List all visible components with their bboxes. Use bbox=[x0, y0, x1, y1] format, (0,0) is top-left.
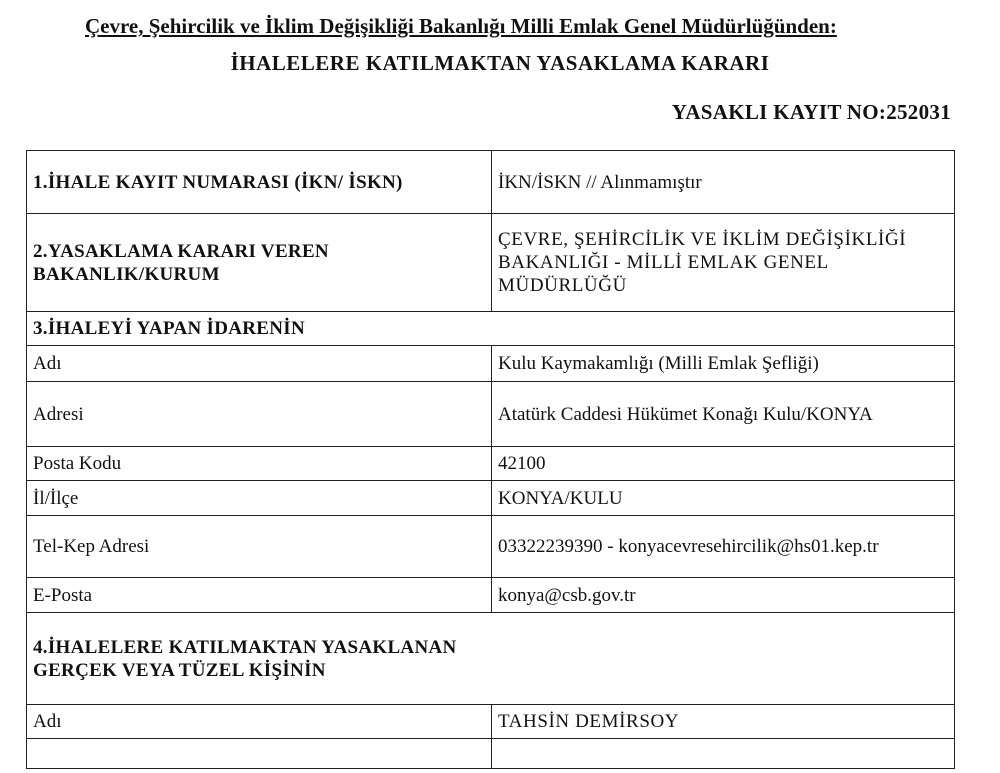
tendering-administration-title: 3.İHALEYİ YAPAN İDARENİN bbox=[27, 312, 955, 346]
decision-table bbox=[26, 150, 955, 769]
tender-registration-value: İKN/İSKN // Alınmamıştır bbox=[492, 151, 955, 214]
banned-party-name-value: TAHSİN DEMİRSOY bbox=[492, 705, 955, 739]
admin-province-district-label: İl/İlçe bbox=[27, 481, 492, 516]
row-admin-name bbox=[27, 346, 955, 382]
row-banned-party-name bbox=[27, 705, 955, 739]
row-banning-authority bbox=[27, 214, 955, 312]
tender-registration-label: 1.İHALE KAYIT NUMARASI (İKN/ İSKN) bbox=[27, 151, 492, 214]
admin-tel-kep-label: Tel-Kep Adresi bbox=[27, 516, 492, 578]
admin-postal-code-value: 42100 bbox=[492, 447, 955, 481]
admin-province-district-value: KONYA/KULU bbox=[492, 481, 955, 516]
row-cut-off bbox=[27, 739, 955, 769]
banning-authority-label: 2.YASAKLAMA KARARI VEREN BAKANLIK/KURUM bbox=[27, 214, 492, 312]
admin-address-value: Atatürk Caddesi Hükümet Konağı Kulu/KONYA bbox=[492, 382, 955, 447]
cut-off-cell-left bbox=[27, 739, 492, 769]
admin-email-label: E-Posta bbox=[27, 578, 492, 613]
row-admin-province-district bbox=[27, 481, 955, 516]
banned-party-title: 4.İHALELERE KATILMAKTAN YASAKLANAN GERÇEK VEYA TÜZEL KİŞİNİN bbox=[27, 613, 492, 705]
admin-postal-code-label: Posta Kodu bbox=[27, 447, 492, 481]
row-admin-postal-code bbox=[27, 447, 955, 481]
admin-address-label: Adresi bbox=[27, 382, 492, 447]
banned-party-title-blank bbox=[492, 613, 955, 705]
admin-name-value: Kulu Kaymakamlığı (Milli Emlak Şefliği) bbox=[492, 346, 955, 382]
admin-email-value: konya@csb.gov.tr bbox=[492, 578, 955, 613]
cut-off-cell-right bbox=[492, 739, 955, 769]
banned-party-name-label: Adı bbox=[27, 705, 492, 739]
decision-title: İHALELERE KATILMAKTAN YASAKLAMA KARARI bbox=[230, 51, 770, 75]
row-banned-party-title bbox=[27, 613, 955, 705]
banning-authority-value: ÇEVRE, ŞEHİRCİLİK VE İKLİM DEĞİŞİKLİĞİ BAKANLIĞI - MİLLİ EMLAK GENEL MÜDÜRLÜĞÜ bbox=[492, 214, 955, 312]
record-number: YASAKLI KAYIT NO:252031 bbox=[671, 100, 951, 124]
row-admin-email bbox=[27, 578, 955, 613]
admin-tel-kep-value: 03322239390 - konyacevresehircilik@hs01.kep.tr bbox=[492, 516, 955, 578]
admin-name-label: Adı bbox=[27, 346, 492, 382]
row-admin-tel-kep bbox=[27, 516, 955, 578]
issuing-authority-heading: Çevre, Şehircilik ve İklim Değişikliği Bakanlığı Milli Emlak Genel Müdürlüğünden: bbox=[85, 14, 837, 38]
row-tender-registration bbox=[27, 151, 955, 214]
row-admin-address bbox=[27, 382, 955, 447]
row-tendering-administration-title bbox=[27, 312, 955, 346]
